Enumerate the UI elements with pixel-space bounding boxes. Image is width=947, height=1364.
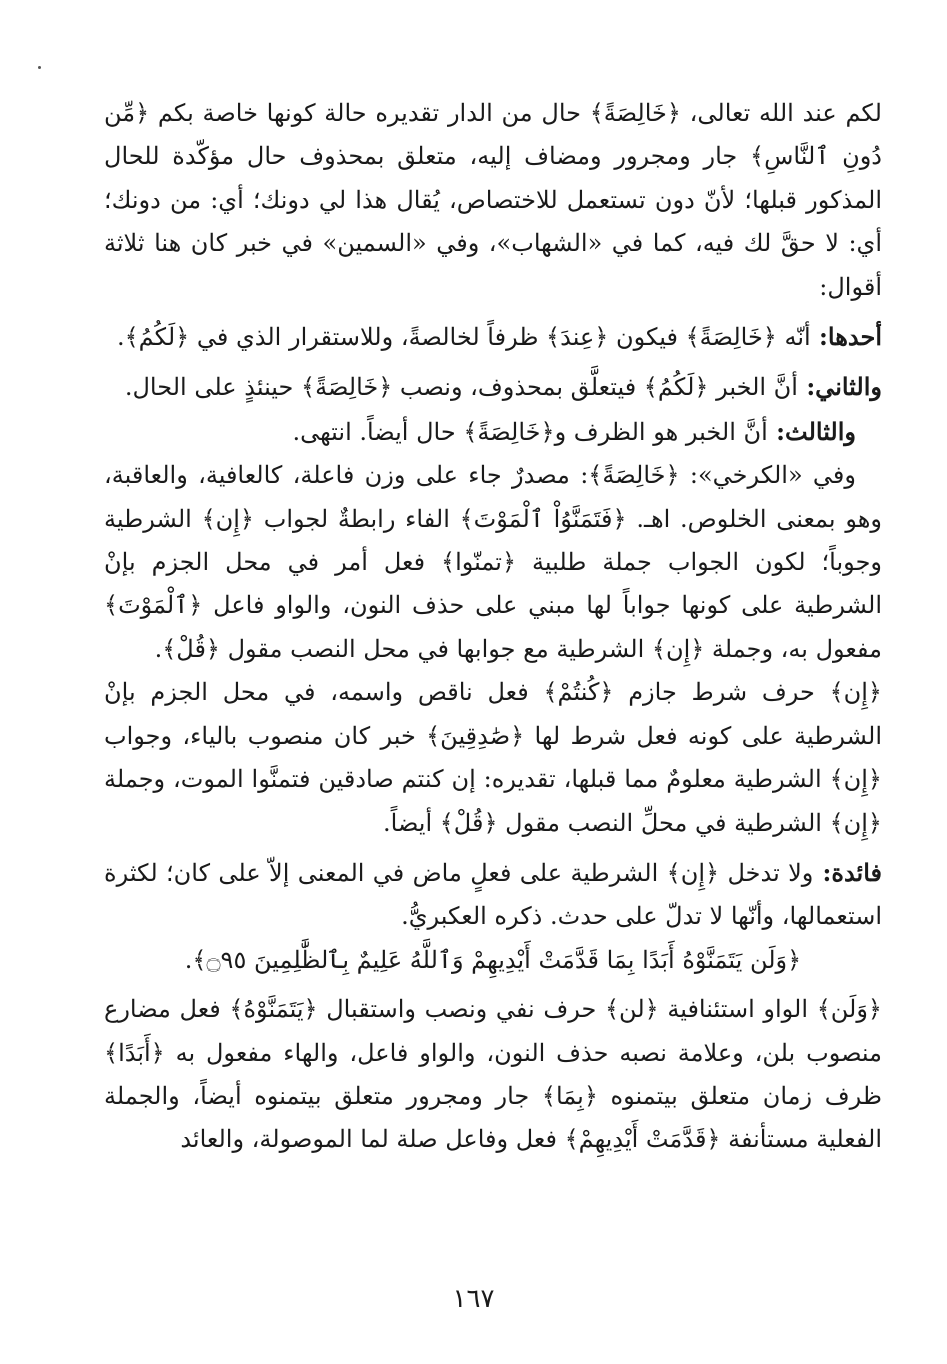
paragraph-text: أنّه ﴿خَالِصَةً﴾ فيكون ﴿عِندَ﴾ ظرفاً لخالصةً، وللاستقرار الذي في ﴿لَكُمُ﴾. — [116, 323, 811, 352]
paragraph-lead: والثالث: — [767, 416, 856, 446]
paragraph-first-opinion — [104, 315, 882, 359]
paragraph-text: ﴿إِن﴾ حرف شرط جازم ﴿كُنتُمْ﴾ فعل ناقص واسمه، في محل الجزم بإنْ الشرطية على كونه فعل شرط لها ﴿صَٰدِقِينَ﴾ خبر كان منصوب بالياء، وجواب ﴿إِن﴾ الشرطية معلومٌ مما قبلها، تقديره: إن كنتم صادقين فتمنَّوا الموت، وجملة ﴿إِن﴾ الشرطية في محلِّ النصب مقول ﴿قُلْ﴾ أيضاً. — [104, 678, 882, 837]
verse-text: ﴿وَلَن يَتَمَنَّوْهُ أَبَدًا بِمَا قَدَّمَتْ أَيْدِيهِمْ وَٱللَّهُ عَلِيمٌ بِٱلظَّٰلِمِينَ ۝٩٥﴾. — [184, 945, 802, 974]
paragraph-benefit — [104, 851, 882, 939]
paragraph-text: ﴿وَلَن﴾ الواو استئنافية ﴿لن﴾ حرف نفي ونصب واستقبال ﴿يَتَمَنَّوْهُ﴾ فعل مضارع منصوب بلن، وعلامة نصبه حذف النون، والواو فاعل، والهاء مفعول به ﴿أَبَدًا﴾ ظرف زمان متعلق بيتمنوه ﴿بِمَا﴾ جار ومجرور متعلق بيتمنوه أيضاً، والجملة الفعلية مستأنفة ﴿قَدَّمَتْ أَيْدِيهِمْ﴾ فعل وفاعل صلة لما الموصولة، والعائد — [104, 995, 883, 1154]
paragraph-text: لكم عند الله تعالى، ﴿خَالِصَةً﴾ حال من الدار تقديره حالة كونها خاصة بكم ﴿مِّن دُونِ ٱلنَّاسِ﴾ جار ومجرور ومضاف إليه، متعلق بمحذوف حال مؤكّدة للحال المذكور قبلها؛ لأنّ دون تستعمل للاختصاص، يُقال هذا لي دونك؛ أي: من دونك؛ أي: لا حقَّ لك فيه، كما في «الشهاب»، وفي «السمين» في خبر كان هنا ثلاثة أقوال: — [104, 99, 882, 301]
page-number: ١٦٧ — [452, 1284, 495, 1314]
paragraph-karkhi — [104, 454, 882, 671]
paragraph-text: ولا تدخل ﴿إِن﴾ الشرطية على فعلٍ ماض في المعنى إلاّ على كان؛ لكثرة استعمالها، وأنّها لا تدلّ على حدث. ذكره العكبريُّ. — [104, 858, 882, 931]
verse-line — [104, 939, 882, 982]
paragraph-lead: فائدة: — [813, 857, 883, 887]
paragraph-intro — [104, 92, 882, 309]
scan-speck — [38, 66, 41, 69]
paragraph-in-condition — [104, 671, 882, 845]
paragraph-second-opinion — [104, 365, 882, 409]
paragraph-text: أنَّ الخبر ﴿لَكُمُ﴾ فيتعلَّق بمحذوف، ونصب ﴿خَالِصَةً﴾ حينئذٍ على الحال. — [124, 373, 798, 402]
paragraph-text: وفي «الكرخي»: ﴿خَالِصَةً﴾: مصدرٌ جاء على وزن فاعلة، كالعافية، والعاقبة، وهو بمعنى الخلوص. اهـ. ﴿فَتَمَنَّوُاْ ٱلْمَوْتَ﴾ الفاء رابطةٌ لجواب ﴿إِن﴾ الشرطية وجوباً؛ لكون الجواب جملة طلبية ﴿تمنّوا﴾ فعل أمر في محل الجزم بإنْ الشرطية على كونها جواباً لها مبني على حذف النون، والواو فاعل ﴿ٱلْمَوْتَ﴾ مفعول به، وجملة ﴿إِن﴾ الشرطية مع جوابها في محل النصب مقول ﴿قُلْ﴾. — [104, 461, 882, 663]
page-body — [104, 92, 882, 1162]
paragraph-third-opinion — [104, 410, 882, 454]
paragraph-text: أنَّ الخبر هو الظرف و﴿خَالِصَةً﴾ حال أيضاً. انتهى. — [292, 417, 768, 446]
paragraph-verse-parsing — [104, 988, 882, 1162]
paragraph-lead: والثاني: — [797, 372, 882, 402]
paragraph-lead: أحدها: — [810, 322, 882, 352]
